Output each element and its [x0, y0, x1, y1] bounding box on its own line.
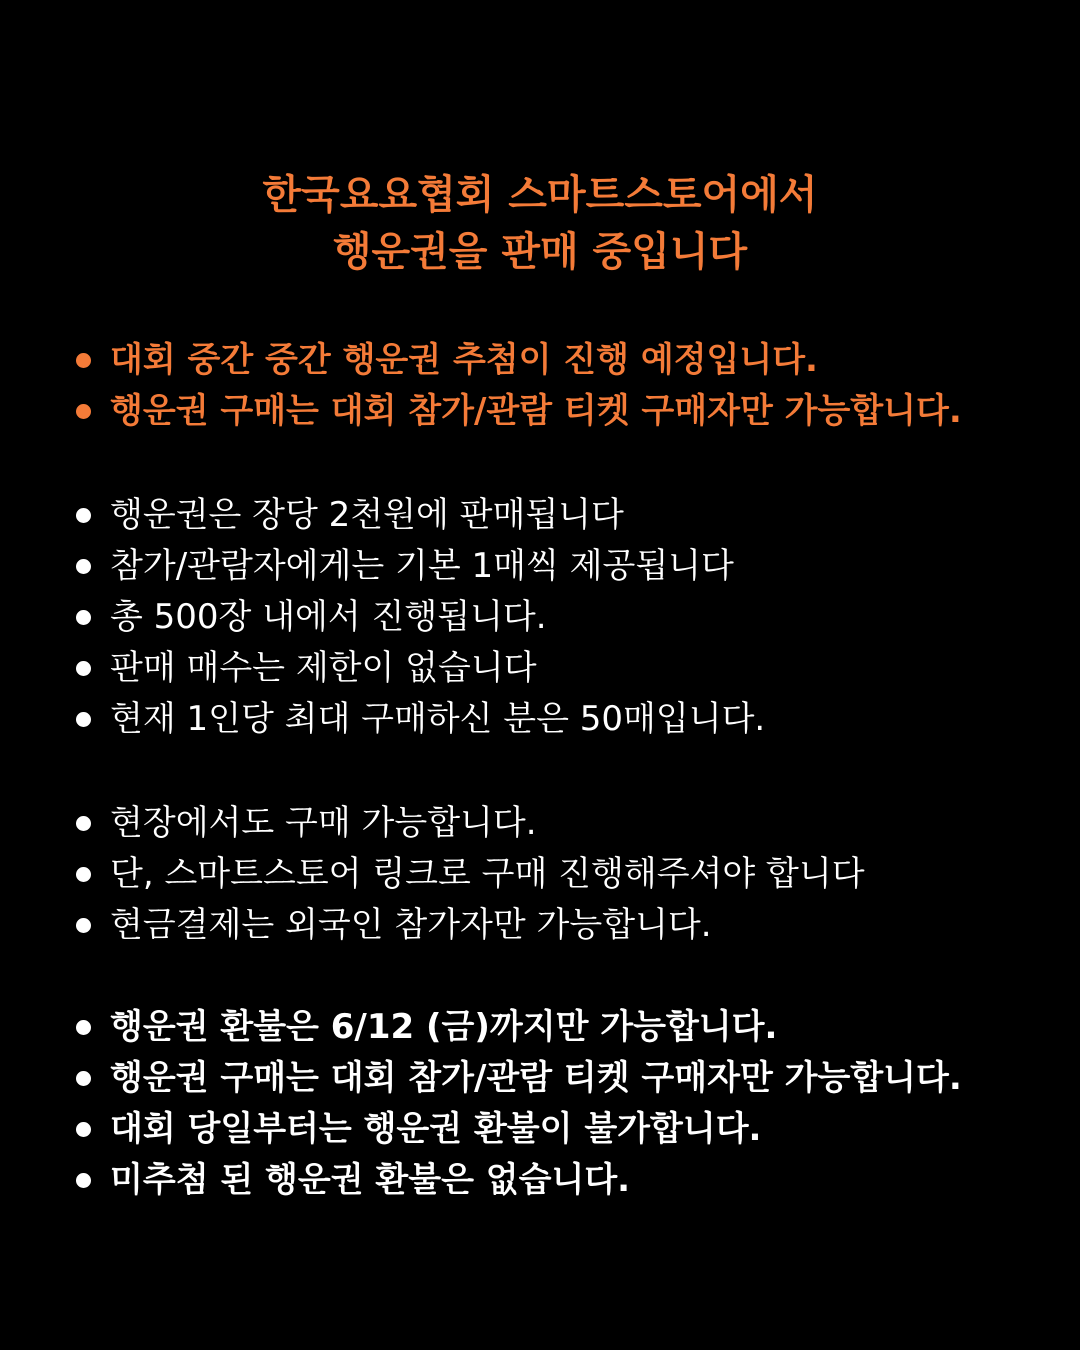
- onsite-info-list: [72, 798, 865, 951]
- bullet-icon: [76, 404, 91, 419]
- page-title-line-2: 행운권을 판매 중입니다: [332, 229, 748, 275]
- list-item: [72, 592, 765, 643]
- bullet-icon: [76, 1071, 91, 1086]
- list-item: [72, 386, 962, 437]
- list-item-text: 행운권은 장당 2천원에 판매됩니다: [110, 495, 624, 535]
- list-item-text: 현금결제는 외국인 참가자만 가능합니다.: [110, 905, 712, 945]
- list-item-text: 행운권 구매는 대회 참가/관람 티켓 구매자만 가능합니다.: [110, 1058, 962, 1098]
- list-item: [72, 643, 765, 694]
- bullet-icon: [76, 867, 91, 882]
- list-item-text: 행운권 환불은 6/12 (금)까지만 가능합니다.: [110, 1007, 778, 1047]
- list-item-text: 현재 1인당 최대 구매하신 분은 50매입니다.: [110, 699, 766, 739]
- list-item: [72, 900, 865, 951]
- list-item: [72, 335, 962, 386]
- bullet-icon: [76, 1122, 91, 1137]
- list-item: [72, 490, 765, 541]
- bullet-icon: [76, 353, 91, 368]
- refund-info-list: [72, 1002, 962, 1206]
- list-item-text: 총 500장 내에서 진행됩니다.: [110, 597, 547, 637]
- list-item: [72, 1104, 962, 1155]
- bullet-icon: [76, 918, 91, 933]
- sales-info-list: [72, 490, 765, 745]
- list-item: [72, 849, 865, 900]
- list-item-text: 판매 매수는 제한이 없습니다: [110, 648, 537, 688]
- bullet-icon: [76, 508, 91, 523]
- list-item: [72, 541, 765, 592]
- list-item: [72, 1053, 962, 1104]
- list-item: [72, 694, 765, 745]
- list-item: [72, 1002, 962, 1053]
- bullet-icon: [76, 1173, 91, 1188]
- list-item-text: 참가/관람자에게는 기본 1매씩 제공됩니다: [110, 546, 734, 586]
- list-item-text: 대회 중간 중간 행운권 추첨이 진행 예정입니다.: [110, 340, 818, 380]
- list-item-text: 미추첨 된 행운권 환불은 없습니다.: [110, 1160, 631, 1200]
- list-item: [72, 1155, 962, 1206]
- page-title-line-1: 한국요요협회 스마트스토어에서: [262, 172, 818, 218]
- bullet-icon: [76, 610, 91, 625]
- list-item-text: 단, 스마트스토어 링크로 구매 진행해주셔야 합니다: [110, 854, 865, 894]
- bullet-icon: [76, 712, 91, 727]
- bullet-icon: [76, 1020, 91, 1035]
- bullet-icon: [76, 661, 91, 676]
- list-item: [72, 798, 865, 849]
- list-item-text: 행운권 구매는 대회 참가/관람 티켓 구매자만 가능합니다.: [110, 391, 962, 431]
- bullet-icon: [76, 816, 91, 831]
- list-item-text: 현장에서도 구매 가능합니다.: [110, 803, 537, 843]
- list-item-text: 대회 당일부터는 행운권 환불이 불가합니다.: [110, 1109, 762, 1149]
- bullet-icon: [76, 559, 91, 574]
- highlight-list: [72, 335, 962, 437]
